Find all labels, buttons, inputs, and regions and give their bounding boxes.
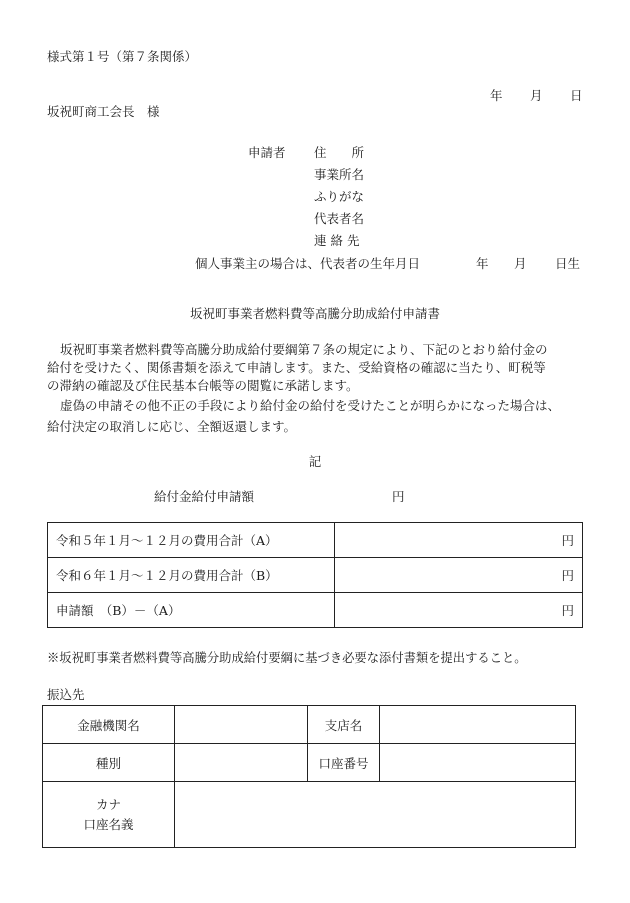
branch-name-field[interactable]	[380, 706, 576, 744]
amount-row-value[interactable]: 円	[335, 593, 583, 628]
birth-note: 個人事業主の場合は、代表者の生年月日	[195, 256, 421, 271]
birth-month: 月	[514, 256, 527, 271]
bank-row-3	[43, 782, 576, 848]
bank-row-2	[43, 744, 576, 782]
body-p1-line3: の滞納の確認及び住民基本台帳等の閲覧に承諾します。	[47, 378, 359, 394]
account-number-label: 口座番号	[308, 744, 380, 782]
body-p1-line2: 給付を受けたく、関係書類を添えて申請します。また、受給資格の確認に当たり、町税等	[47, 360, 546, 376]
amount-row-label: 令和６年１月～１２月の費用合計（B）	[48, 558, 335, 593]
bank-name-field[interactable]	[175, 706, 308, 744]
field-furigana: ふりがな	[314, 189, 365, 204]
amount-row-label: 申請額 （B）－（A）	[48, 593, 335, 628]
date-year: 年	[490, 88, 503, 103]
body-p2-line1: 虚偽の申請その他不正の手段により給付金の給付を受けたことが明らかになった場合は、	[60, 398, 561, 414]
holder-label: 口座名義	[83, 816, 134, 832]
bank-table	[42, 705, 576, 848]
amount-row-b	[48, 558, 583, 593]
date-day: 日	[570, 88, 583, 103]
body-p2-line2: 給付決定の取消しに応じ、全額返還します。	[47, 418, 297, 434]
transfer-heading: 振込先	[47, 687, 85, 702]
branch-name-label: 支店名	[308, 706, 380, 744]
birth-year: 年	[476, 256, 489, 271]
applicant-label: 申請者	[248, 145, 286, 160]
amount-row-label: 令和５年１月～１２月の費用合計（A）	[48, 523, 335, 558]
bank-row-1	[43, 706, 576, 744]
body-text	[47, 341, 587, 436]
addressee: 坂祝町商工会長 様	[47, 104, 160, 119]
field-address: 住 所	[314, 145, 365, 160]
birth-day: 日生	[555, 256, 581, 271]
kana-label: カナ	[95, 796, 121, 812]
bank-name-label: 金融機関名	[43, 706, 175, 744]
field-contact: 連 絡 先	[314, 233, 360, 248]
account-number-field[interactable]	[380, 744, 576, 782]
grant-request-unit: 円	[392, 489, 405, 504]
date-month: 月	[530, 88, 543, 103]
ki-label: 記	[308, 454, 322, 469]
account-type-label: 種別	[43, 744, 175, 782]
field-representative: 代表者名	[314, 211, 365, 226]
grant-request-label: 給付金給付申請額	[154, 489, 255, 504]
form-number: 様式第１号（第７条関係）	[47, 49, 198, 64]
amount-row-value[interactable]: 円	[335, 558, 583, 593]
attachment-note: ※坂祝町事業者燃料費等高騰分助成給付要綱に基づき必要な添付書類を提出すること。	[47, 651, 527, 665]
account-type-field[interactable]	[175, 744, 308, 782]
account-holder-label	[43, 782, 175, 848]
document-title: 坂祝町事業者燃料費等高騰分助成給付申請書	[189, 306, 440, 321]
field-business-name: 事業所名	[314, 167, 365, 182]
amount-table	[47, 522, 583, 628]
amount-row-value[interactable]: 円	[335, 523, 583, 558]
account-holder-field[interactable]	[175, 782, 576, 848]
amount-row-request	[48, 593, 583, 628]
body-p1-line1: 坂祝町事業者燃料費等高騰分助成給付要綱第７条の規定により、下記のとおり給付金の	[60, 342, 548, 357]
amount-row-a	[48, 523, 583, 558]
